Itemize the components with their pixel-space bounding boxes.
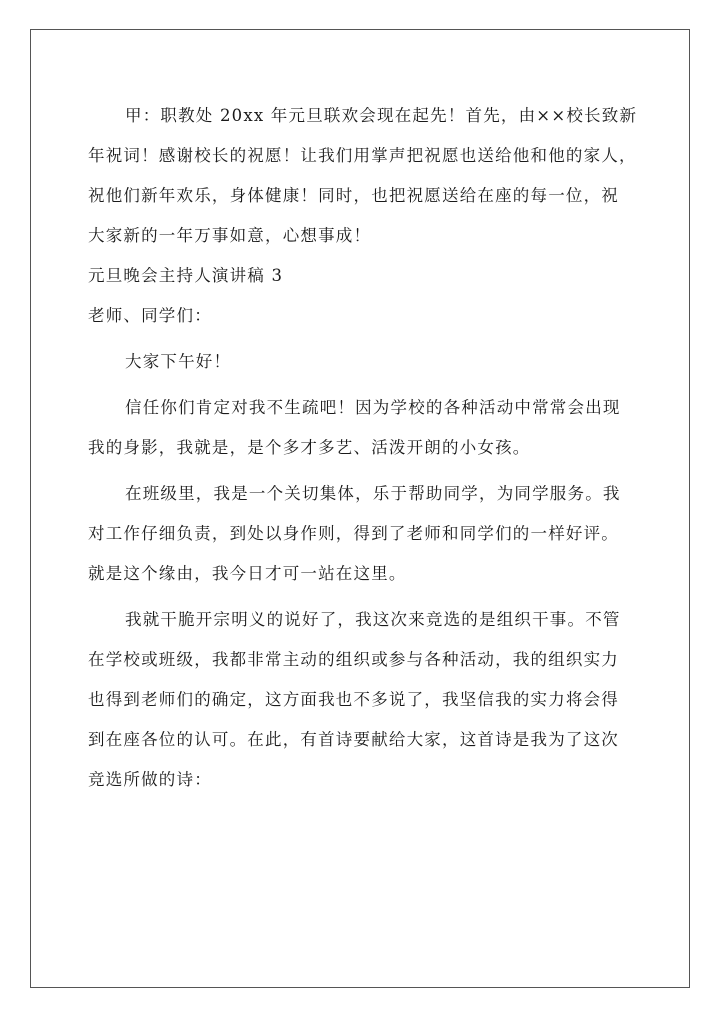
paragraph-line: 对工作仔细负责，到处以身作则，得到了老师和同学们的一样好评。 <box>88 524 619 543</box>
salutation: 老师、同学们： <box>88 306 212 325</box>
paragraph-line: 信任你们肯定对我不生疏吧！因为学校的各种活动中常常会出现 <box>125 398 621 417</box>
paragraph-line: 在学校或班级，我都非常主动的组织或参与各种活动，我的组织实力 <box>88 650 619 669</box>
paragraph-line: 祝他们新年欢乐，身体健康！同时，也把祝愿送给在座的每一位，祝 <box>88 186 619 205</box>
paragraph-line: 大家新的一年万事如意，心想事成！ <box>88 226 372 245</box>
paragraph-line: 也得到老师们的确定，这方面我也不多说了，我坚信我的实力将会得 <box>88 690 619 709</box>
paragraph-line: 我就干脆开宗明义的说好了，我这次来竞选的是组织干事。不管 <box>125 610 621 629</box>
paragraph-line: 竞选所做的诗： <box>88 770 212 789</box>
paragraph-line: 到在座各位的认可。在此，有首诗要献给大家，这首诗是我为了这次 <box>88 730 619 749</box>
document-body <box>88 96 638 800</box>
paragraph-line: 就是这个缘由，我今日才可一站在这里。 <box>88 564 407 583</box>
paragraph-line: 在班级里，我是一个关切集体，乐于帮助同学，为同学服务。我 <box>125 484 621 503</box>
greeting: 大家下午好！ <box>125 352 232 371</box>
paragraph-line: 甲：职教处 20xx 年元旦联欢会现在起先！首先，由××校长致新 <box>125 106 638 125</box>
section-heading: 元旦晚会主持人演讲稿 3 <box>88 266 284 285</box>
paragraph-line: 我的身影，我就是，是个多才多艺、活泼开朗的小女孩。 <box>88 438 531 457</box>
paragraph-line: 年祝词！感谢校长的祝愿！让我们用掌声把祝愿也送给他和他的家人， <box>88 146 637 165</box>
